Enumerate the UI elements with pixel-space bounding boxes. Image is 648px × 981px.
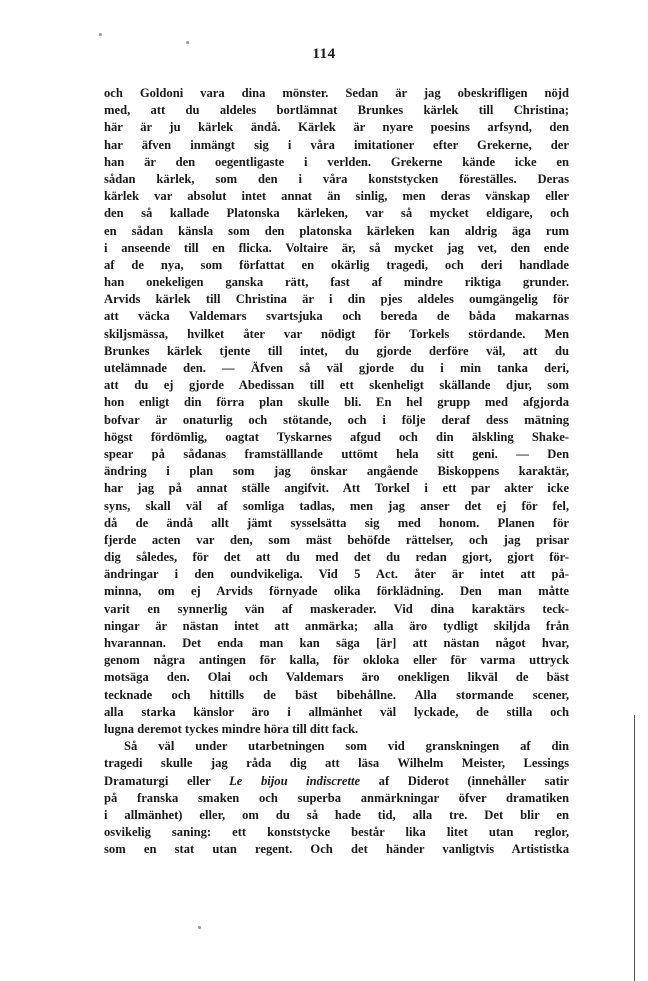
text-line: kärlek var absolut intet annat än sinlig, men deras vänskap eller — [104, 189, 569, 204]
text-line: att du ej gjorde Abedissan till ett skenheligt skällande djur, som — [104, 378, 569, 393]
page-edge-line — [634, 715, 635, 981]
text-line: tragedi skulle jag råda dig att läsa Wilhelm Meister, Lessings — [104, 756, 569, 771]
text-line: ändring i plan som jag önskar angående Biskoppens karaktär, — [104, 464, 569, 479]
text-line: syns, skall väl af somliga tadlas, men jag anser det ej för fel, — [104, 498, 569, 513]
text-line: tecknade och hittills de bäst bibehållne. Alla stormande scener, — [104, 687, 569, 702]
text-line: han onekeligen ganska rätt, fast af mindre riktiga grunder. — [104, 275, 569, 290]
text-line: Arvids kärlek till Christina är i din pjes aldeles oumgängelig för — [104, 292, 569, 307]
text-line: bofvar är onaturlig och stötande, och i följe deraf dess mätning — [104, 412, 569, 427]
text-line: motsäga den. Olai och Valdemars äro onekligen likväl de bäst — [104, 670, 569, 685]
text-line: i allmänhet) eller, om du så hade tid, alla tre. Det blir en — [104, 807, 569, 822]
text-line: med, att du aldeles bortlämnat Brunkes kärlek till Christina; — [104, 103, 569, 118]
text-line: genom några antingen för kalla, för okloka eller för varma uttryck — [104, 653, 569, 668]
text-fragment: Dramaturgi eller — [104, 773, 230, 788]
text-line: här är ju kärlek ändå. Kärlek är nyare poesins arfsynd, den — [104, 120, 569, 135]
text-line: dig således, för det att du med det du redan gjort, gjort för- — [104, 550, 569, 565]
text-line: ningar är nästan intet att anmärka; alla äro tydligt skiljda från — [104, 618, 569, 633]
text-line: och Goldoni vara dina mönster. Sedan är jag obeskrifligen nöjd — [104, 86, 569, 100]
text-line: af de nya, som författat en okärlig tragedi, och deri handlade — [104, 257, 569, 272]
text-line: han är den oegentligaste i verlden. Grekerne kände icke en — [104, 154, 569, 169]
text-line: hvarannan. Det enda man kan säga [är] att nästan något hvar, — [104, 636, 569, 650]
text-line: sådan kärlek, som den i våra konststycken föreställes. Deras — [104, 171, 569, 186]
text-line: spear på sådanas framställlande uttömt hela sitt geni. — Den — [104, 446, 569, 461]
text-line: har äfven inmängt sig i våra imitationer efter Grekerne, der — [104, 137, 569, 152]
text-line: har jag på annat ställe angifvit. Att Torkel i ett par akter icke — [104, 481, 569, 496]
text-line: i anseende till en flicka. Voltaire är, så mycket jag vet, den ende — [104, 240, 569, 255]
text-line: en sådan känsla som den platonska kärleken kan aldrig äga rum — [104, 223, 569, 238]
paper-speck — [186, 41, 189, 44]
text-line: att väcka Valdemars svartsjuka och bereda de båda makarnas — [104, 309, 569, 324]
text-line: utelämnade den. — Äfven så väl gjorde du i min tanka deri, — [104, 361, 569, 375]
text-line: varit en synnerlig vän af maskerader. Vid dina karaktärs teck- — [104, 601, 569, 616]
text-line: högst fördömlig, oagtat Tyskarnes afgud och din älskling Shake- — [104, 429, 569, 444]
text-line: osvikelig saning: ett konststycke består lika litet utan reglor, — [104, 825, 569, 840]
text-line: på franska smaken och superba anmärkningar öfver dramatiken — [104, 790, 569, 805]
text-line: lugna deremot tyckes mindre höra till ditt fack. — [104, 721, 359, 736]
text-line: som en stat utan regent. Och det händer vanligtvis Artististka — [104, 842, 569, 857]
text-line: den så kallade Platonska kärleken, var så mycket eldigare, och — [104, 206, 569, 221]
book-title-italic: Le bijou indiscrette — [229, 773, 361, 788]
body-text — [104, 85, 569, 858]
text-line: minna, om ej Arvids förnyade olika förklädning. Den man måtte — [104, 584, 569, 599]
text-fragment: af Diderot (innehåller satir — [360, 773, 569, 788]
paragraph-2 — [104, 738, 569, 858]
text-line: Brunkes kärlek tjente till intet, du gjorde derföre väl, att du — [104, 343, 569, 358]
text-line: då de ändå allt jämt sysselsätta sig med honom. Planen för — [104, 515, 569, 530]
paper-speck — [198, 926, 201, 929]
text-line: hon enligt din förra plan skulle bli. En hel grupp med afgjorda — [104, 395, 569, 410]
text-line: skiljsmässa, hvilket åter var nödigt för Torkels stördande. Men — [104, 326, 569, 341]
text-line — [104, 773, 569, 790]
paragraph-1 — [104, 85, 569, 738]
text-line: ändringar i den oundvikeliga. Vid 5 Act. åter är intet att på- — [104, 567, 569, 582]
text-line: Så väl under utarbetningen som vid granskningen af din — [124, 739, 569, 754]
page-number: 114 — [312, 46, 336, 62]
paper-speck — [99, 33, 102, 36]
text-line: fjerde acten var den, som mäst behöfde rättelser, och jag prisar — [104, 532, 569, 547]
text-line: alla starka känslor äro i allmänhet väl lyckade, de stilla och — [104, 704, 569, 719]
